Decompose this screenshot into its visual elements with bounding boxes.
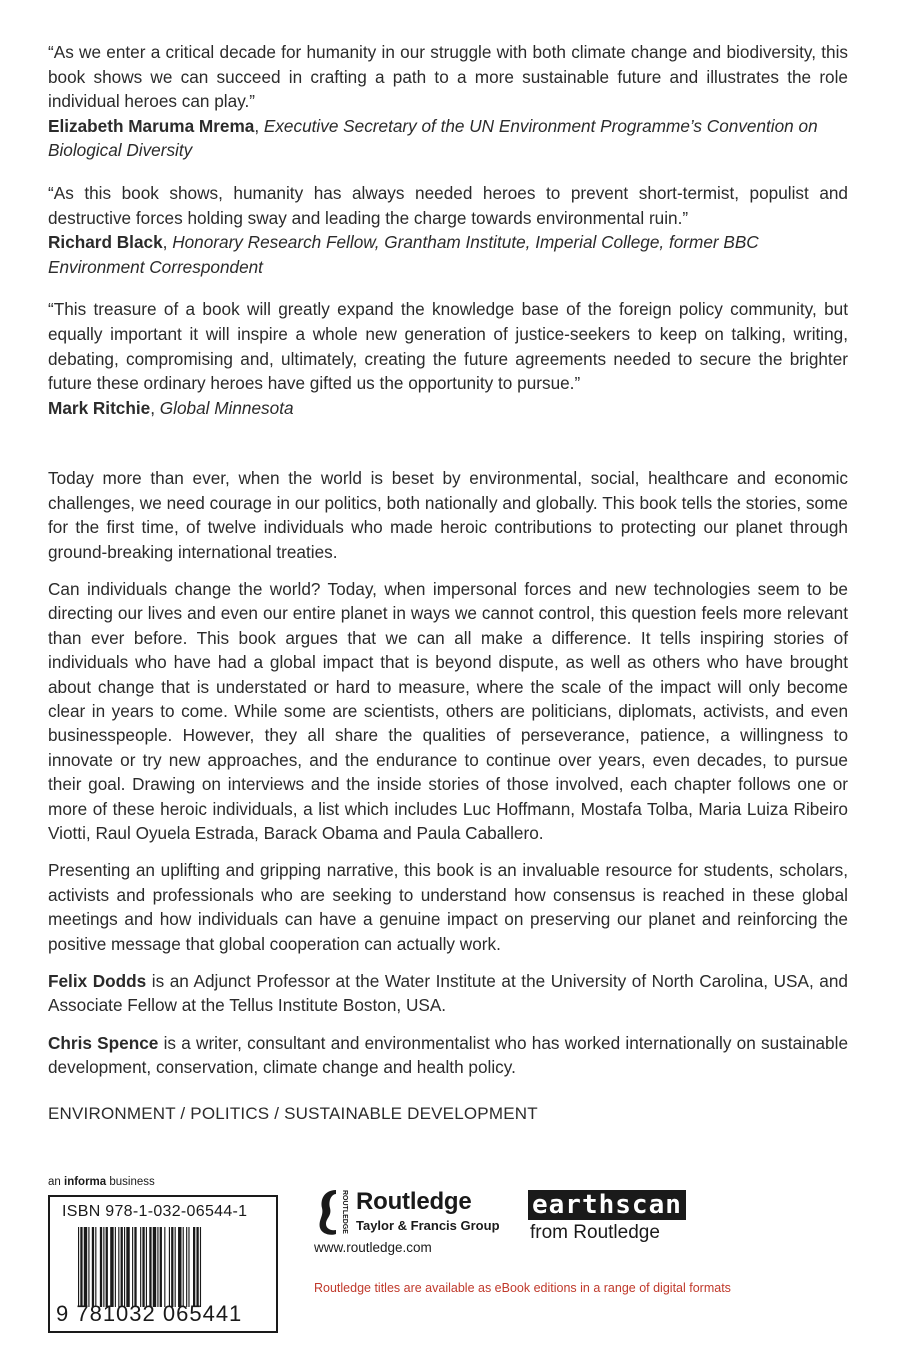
isbn-barcode-box	[48, 1195, 278, 1333]
barcode-bar	[183, 1227, 184, 1307]
barcode-bar	[126, 1227, 129, 1307]
endorser-role: Honorary Research Fellow, Grantham Institute, Imperial College, former BBC Environment Correspondent	[48, 232, 759, 277]
endorsement-quote: “As this book shows, humanity has always needed heroes to prevent short-termist, populist and destructive forces holding sway and leading the charge towards environmental ruin.”	[48, 182, 848, 228]
earthscan-wordmark: earthscan	[528, 1190, 686, 1220]
informa-prefix: an	[48, 1176, 64, 1188]
routledge-name: Routledge	[356, 1188, 472, 1215]
barcode-bar	[115, 1227, 116, 1307]
barcode-bar	[100, 1227, 102, 1307]
barcode-bar	[196, 1227, 198, 1307]
endorsement-quote: “As we enter a critical decade for humanity in our struggle with both climate change and biodiversity, this book shows we can succeed in crafting a path to a more sustainable future and illustrates the role individual heroes can play.”	[48, 42, 848, 112]
barcode-bar	[149, 1227, 151, 1307]
barcode-bar	[84, 1227, 87, 1307]
description-paragraph-2: Can individuals change the world? Today, when impersonal forces and new technologies seem to be directing our lives and even our entire planet in ways we cannot control, this question feels more relevant than ever before. This book argues that we can all make a difference. It tells inspiring stories of individuals who have had a global impact that is beyond dispute, as well as others who have brought about change that is understated or hard to measure, where the scale of the impact will only become clear in years to come. While some are scientists, others are politicians, diplomats, activists, and even businesspeople. However, they all share the qualities of perseverance, patience, a willingness to innovate or try new approaches, and the endurance to continue over years, even decades, to pursue their goal. Drawing on interviews and the inside stories of those involved, each chapter follows one or more of these heroic individuals, a list which includes Luc Hoffmann, Mostafa Tolba, Maria Luiza Ribeiro Viotti, Raul Oyuela Estrada, Barack Obama and Paula Caballero.	[48, 578, 848, 843]
description-paragraph-1: Today more than ever, when the world is beset by environmental, social, healthcare and economic challenges, we need courage in our politics, both nationally and globally. This book tells the stories, some for the first time, of twelve individuals who made heroic contributions to protecting our planet through ground-breaking international treaties.	[48, 468, 848, 562]
cover-text	[48, 40, 848, 1126]
barcode-bar	[88, 1227, 89, 1307]
barcode-bar	[169, 1227, 170, 1307]
author-name: Chris Spence	[48, 1032, 159, 1053]
endorsement-1	[48, 40, 848, 163]
barcode-bar	[186, 1227, 187, 1307]
endorser-name: Richard Black	[48, 232, 163, 253]
barcode-bar	[80, 1227, 82, 1307]
barcode-bar	[95, 1227, 96, 1307]
barcode-bar	[178, 1227, 181, 1307]
barcode-bar	[171, 1227, 173, 1307]
barcode-bar	[118, 1227, 119, 1307]
isbn-label: ISBN 978-1-032-06544-1	[62, 1203, 248, 1220]
endorsement-2	[48, 181, 848, 279]
author-bio-2	[48, 1031, 848, 1080]
barcode-bar	[200, 1227, 201, 1307]
barcode-bar	[160, 1227, 162, 1307]
author-bio-text: is a writer, consultant and environmentalist who has worked internationally on sustainable development, conservation, climate change and health policy.	[48, 1032, 848, 1078]
routledge-group: Taylor & Francis Group	[356, 1218, 500, 1233]
routledge-emblem-icon	[314, 1186, 350, 1238]
barcode	[78, 1227, 268, 1307]
barcode-bar	[110, 1227, 113, 1307]
author-bio-text: is an Adjunct Professor at the Water Institute at the University of North Carolina, USA, and Associate Fellow at the Tellus Institute Boston, USA.	[48, 971, 848, 1016]
barcode-bar	[188, 1227, 189, 1307]
informa-brand: informa	[64, 1176, 107, 1188]
section-spacer	[48, 438, 848, 466]
barcode-bar	[142, 1227, 144, 1307]
endorsement-attribution: Elizabeth Maruma Mrema, Executive Secretary of the UN Environment Programme’s Convention on Biological Diversity	[48, 115, 818, 161]
barcode-bar	[157, 1227, 158, 1307]
barcode-bar	[92, 1227, 94, 1307]
routledge-logo	[314, 1186, 514, 1256]
author-name: Felix Dodds	[48, 971, 147, 992]
description-paragraph-3: Presenting an uplifting and gripping narrative, this book is an invaluable resource for students, scholars, activists and professionals who are seeking to understand how consensus is reached in these global meetings and how individuals can have a genuine impact on preserving our planet and reinforcing the positive message that global cooperation can actually work.	[48, 860, 848, 954]
routledge-website[interactable]: www.routledge.com	[314, 1240, 432, 1255]
barcode-bar	[193, 1227, 195, 1307]
endorsement-attribution: Mark Ritchie, Global Minnesota	[48, 397, 294, 418]
barcode-bar	[146, 1227, 147, 1307]
barcode-bar	[134, 1227, 136, 1307]
endorser-role: Global Minnesota	[159, 397, 294, 418]
barcode-bar	[153, 1227, 156, 1307]
endorser-name: Mark Ritchie	[48, 397, 151, 418]
earthscan-logo	[528, 1190, 698, 1250]
barcode-bar	[124, 1227, 125, 1307]
barcode-bar	[78, 1227, 79, 1307]
barcode-bar	[121, 1227, 123, 1307]
endorser-name: Elizabeth Maruma Mrema	[48, 115, 255, 136]
endorsement-3	[48, 297, 848, 420]
barcode-bar	[103, 1227, 104, 1307]
author-bio-1	[48, 969, 848, 1018]
endorsement-attribution: Richard Black, Honorary Research Fellow, Grantham Institute, Imperial College, former BBC Environment Correspondent	[48, 232, 759, 277]
ebook-availability-note: Routledge titles are available as eBook editions in a range of digital formats	[314, 1281, 731, 1295]
barcode-bar	[106, 1227, 108, 1307]
informa-business-label	[48, 1176, 155, 1188]
barcode-bar	[164, 1227, 165, 1307]
endorser-role: Executive Secretary of the UN Environment Programme’s Convention on Biological Diversity	[48, 115, 818, 161]
barcode-bar	[175, 1227, 176, 1307]
subject-categories: ENVIRONMENT / POLITICS / SUSTAINABLE DEVELOPMENT	[48, 1103, 538, 1123]
barcode-digits: 9 781032 065441	[56, 1301, 243, 1326]
barcode-bar	[140, 1227, 141, 1307]
barcode-bar	[132, 1227, 133, 1307]
endorsement-quote: “This treasure of a book will greatly expand the knowledge base of the foreign policy community, but equally important it will inspire a whole new generation of justice-seekers to keep on talking, writing, debating, compromising and, ultimately, creating the future agreements needed to secure the brighter future these ordinary heroes have gifted us the opportunity to pursue.”	[48, 299, 848, 394]
earthscan-tagline: from Routledge	[530, 1222, 660, 1243]
routledge-emblem-text: ROUTLEDGE	[341, 1190, 348, 1234]
informa-suffix: business	[106, 1176, 155, 1188]
